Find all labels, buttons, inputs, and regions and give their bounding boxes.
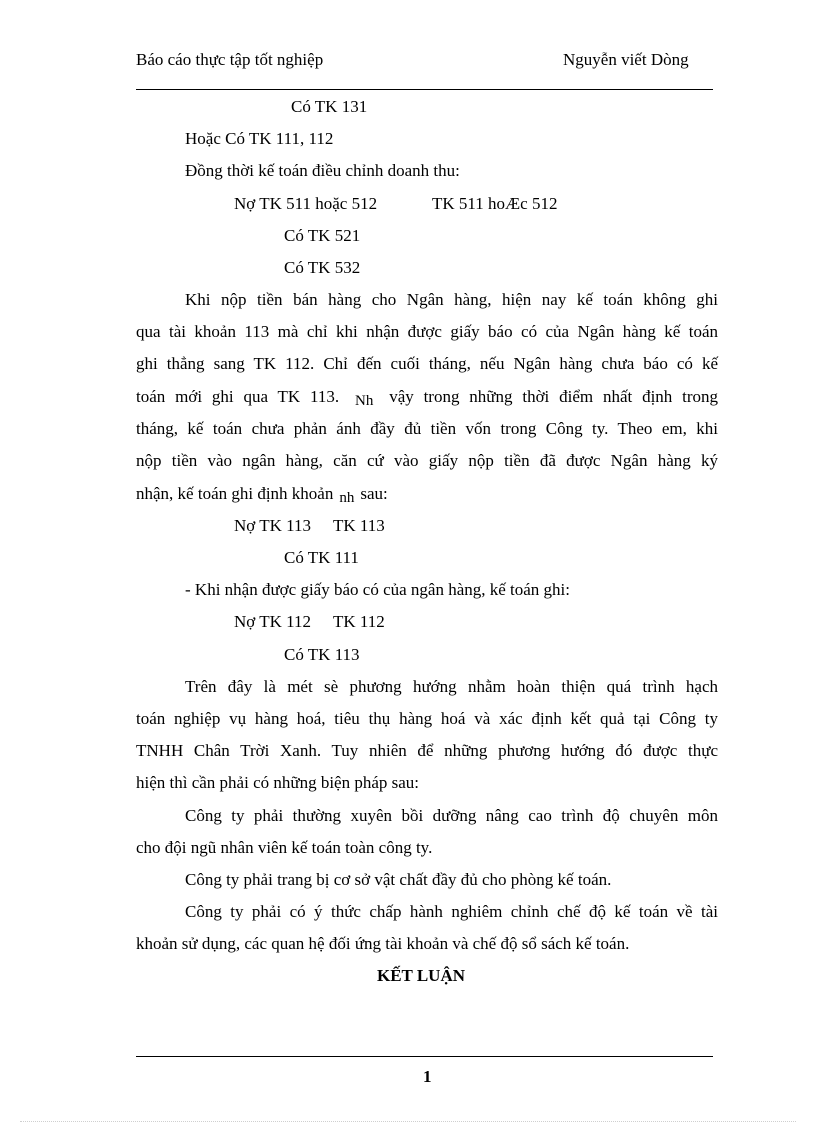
footer-rule xyxy=(136,1056,713,1057)
paragraph-1-line-7 xyxy=(136,484,388,505)
paragraph-2-line-3: TNHH Chân Trời Xanh. Tuy nhiên để những phương hướng đó được thực xyxy=(136,741,718,760)
entry-2-credit: Có TK 113 xyxy=(284,645,360,664)
page-bottom-dotted-line xyxy=(20,1121,796,1122)
conclusion-title: KẾT LUẬN xyxy=(377,966,466,985)
line-tk-511-garbled: TK 511 hoÆc 512 xyxy=(432,194,558,213)
paragraph-5-line-1: Công ty phải có ý thức chấp hành nghiêm chỉnh chế độ kế toán về tài xyxy=(185,902,718,921)
paragraph-1-line-3: ghi thẳng sang TK 112. Chỉ đến cuối tháng, nếu Ngân hàng chưa báo có kế xyxy=(136,354,718,373)
paragraph-1-line-2: qua tài khoản 113 mà chỉ khi nhận được giấy báo có của Ngân hàng kế toán xyxy=(136,322,718,341)
paragraph-1-line-1: Khi nộp tiền bán hàng cho Ngân hàng, hiện nay kế toán không ghi xyxy=(185,290,718,309)
line-hoac-co: Hoặc Có TK 111, 112 xyxy=(185,129,334,148)
note-bank-credit: - Khi nhận được giấy báo có của ngân hàng, kế toán ghi: xyxy=(185,580,571,599)
p1-l4-pre: toán mới ghi qua TK 113. xyxy=(136,387,340,406)
paragraph-3-line-1: Công ty phải thường xuyên bồi dưỡng nâng cao trình độ chuyên môn xyxy=(185,806,718,825)
paragraph-4: Công ty phải trang bị cơ sở vật chất đầy đủ cho phòng kế toán. xyxy=(185,870,612,889)
header-rule xyxy=(136,89,713,90)
p1-l7-pre: nhận, kế toán ghi định khoản xyxy=(136,484,334,503)
paragraph-2-line-1: Trên đây là mét sè phương hướng nhằm hoàn thiện quá trình hạch xyxy=(185,677,718,696)
header-left: Báo cáo thực tập tốt nghiệp xyxy=(136,50,324,69)
paragraph-3-line-2: cho đội ngũ nhân viên kế toán toàn công ty. xyxy=(136,838,433,857)
entry-2-debit: Nợ TK 112 xyxy=(234,612,311,631)
paragraph-2-line-4: hiện thì cần phải có những biện pháp sau: xyxy=(136,773,420,792)
p1-l7-post: sau: xyxy=(360,484,388,503)
entry-2-debit-dup: TK 112 xyxy=(333,612,385,631)
line-co-tk-532: Có TK 532 xyxy=(284,258,361,277)
p1-l4-post: vậy trong những thời điểm nhất định trong xyxy=(389,387,719,406)
entry-1-credit: Có TK 111 xyxy=(284,548,359,567)
p1-l4-nh: Nh xyxy=(355,393,374,409)
entry-1-debit-dup: TK 113 xyxy=(333,516,385,535)
line-dong-thoi: Đồng thời kế toán điều chỉnh doanh thu: xyxy=(185,161,460,180)
page-number: 1 xyxy=(423,1067,432,1086)
line-co-tk-521: Có TK 521 xyxy=(284,226,361,245)
p1-l7-nh: nh xyxy=(339,490,355,506)
line-co-tk-131: Có TK 131 xyxy=(291,97,368,116)
paragraph-1-line-6: nộp tiền vào ngân hàng, căn cứ vào giấy nộp tiền đã được Ngân hàng ký xyxy=(136,451,718,470)
line-no-tk-511: Nợ TK 511 hoặc 512 xyxy=(234,194,378,213)
entry-1-debit: Nợ TK 113 xyxy=(234,516,311,535)
paragraph-1-line-4 xyxy=(136,381,718,414)
paragraph-1-line-5: tháng, kế toán chưa phản ánh đầy đủ tiền vốn trong Công ty. Theo em, khi xyxy=(136,419,718,438)
header-right: Nguyễn viết Dòng xyxy=(563,50,689,69)
paragraph-5-line-2: khoản sử dụng, các quan hệ đối ứng tài khoản và chế độ sổ sách kế toán. xyxy=(136,934,630,953)
paragraph-2-line-2: toán nghiệp vụ hàng hoá, tiêu thụ hàng hoá và xác định kết quả tại Công ty xyxy=(136,709,718,728)
